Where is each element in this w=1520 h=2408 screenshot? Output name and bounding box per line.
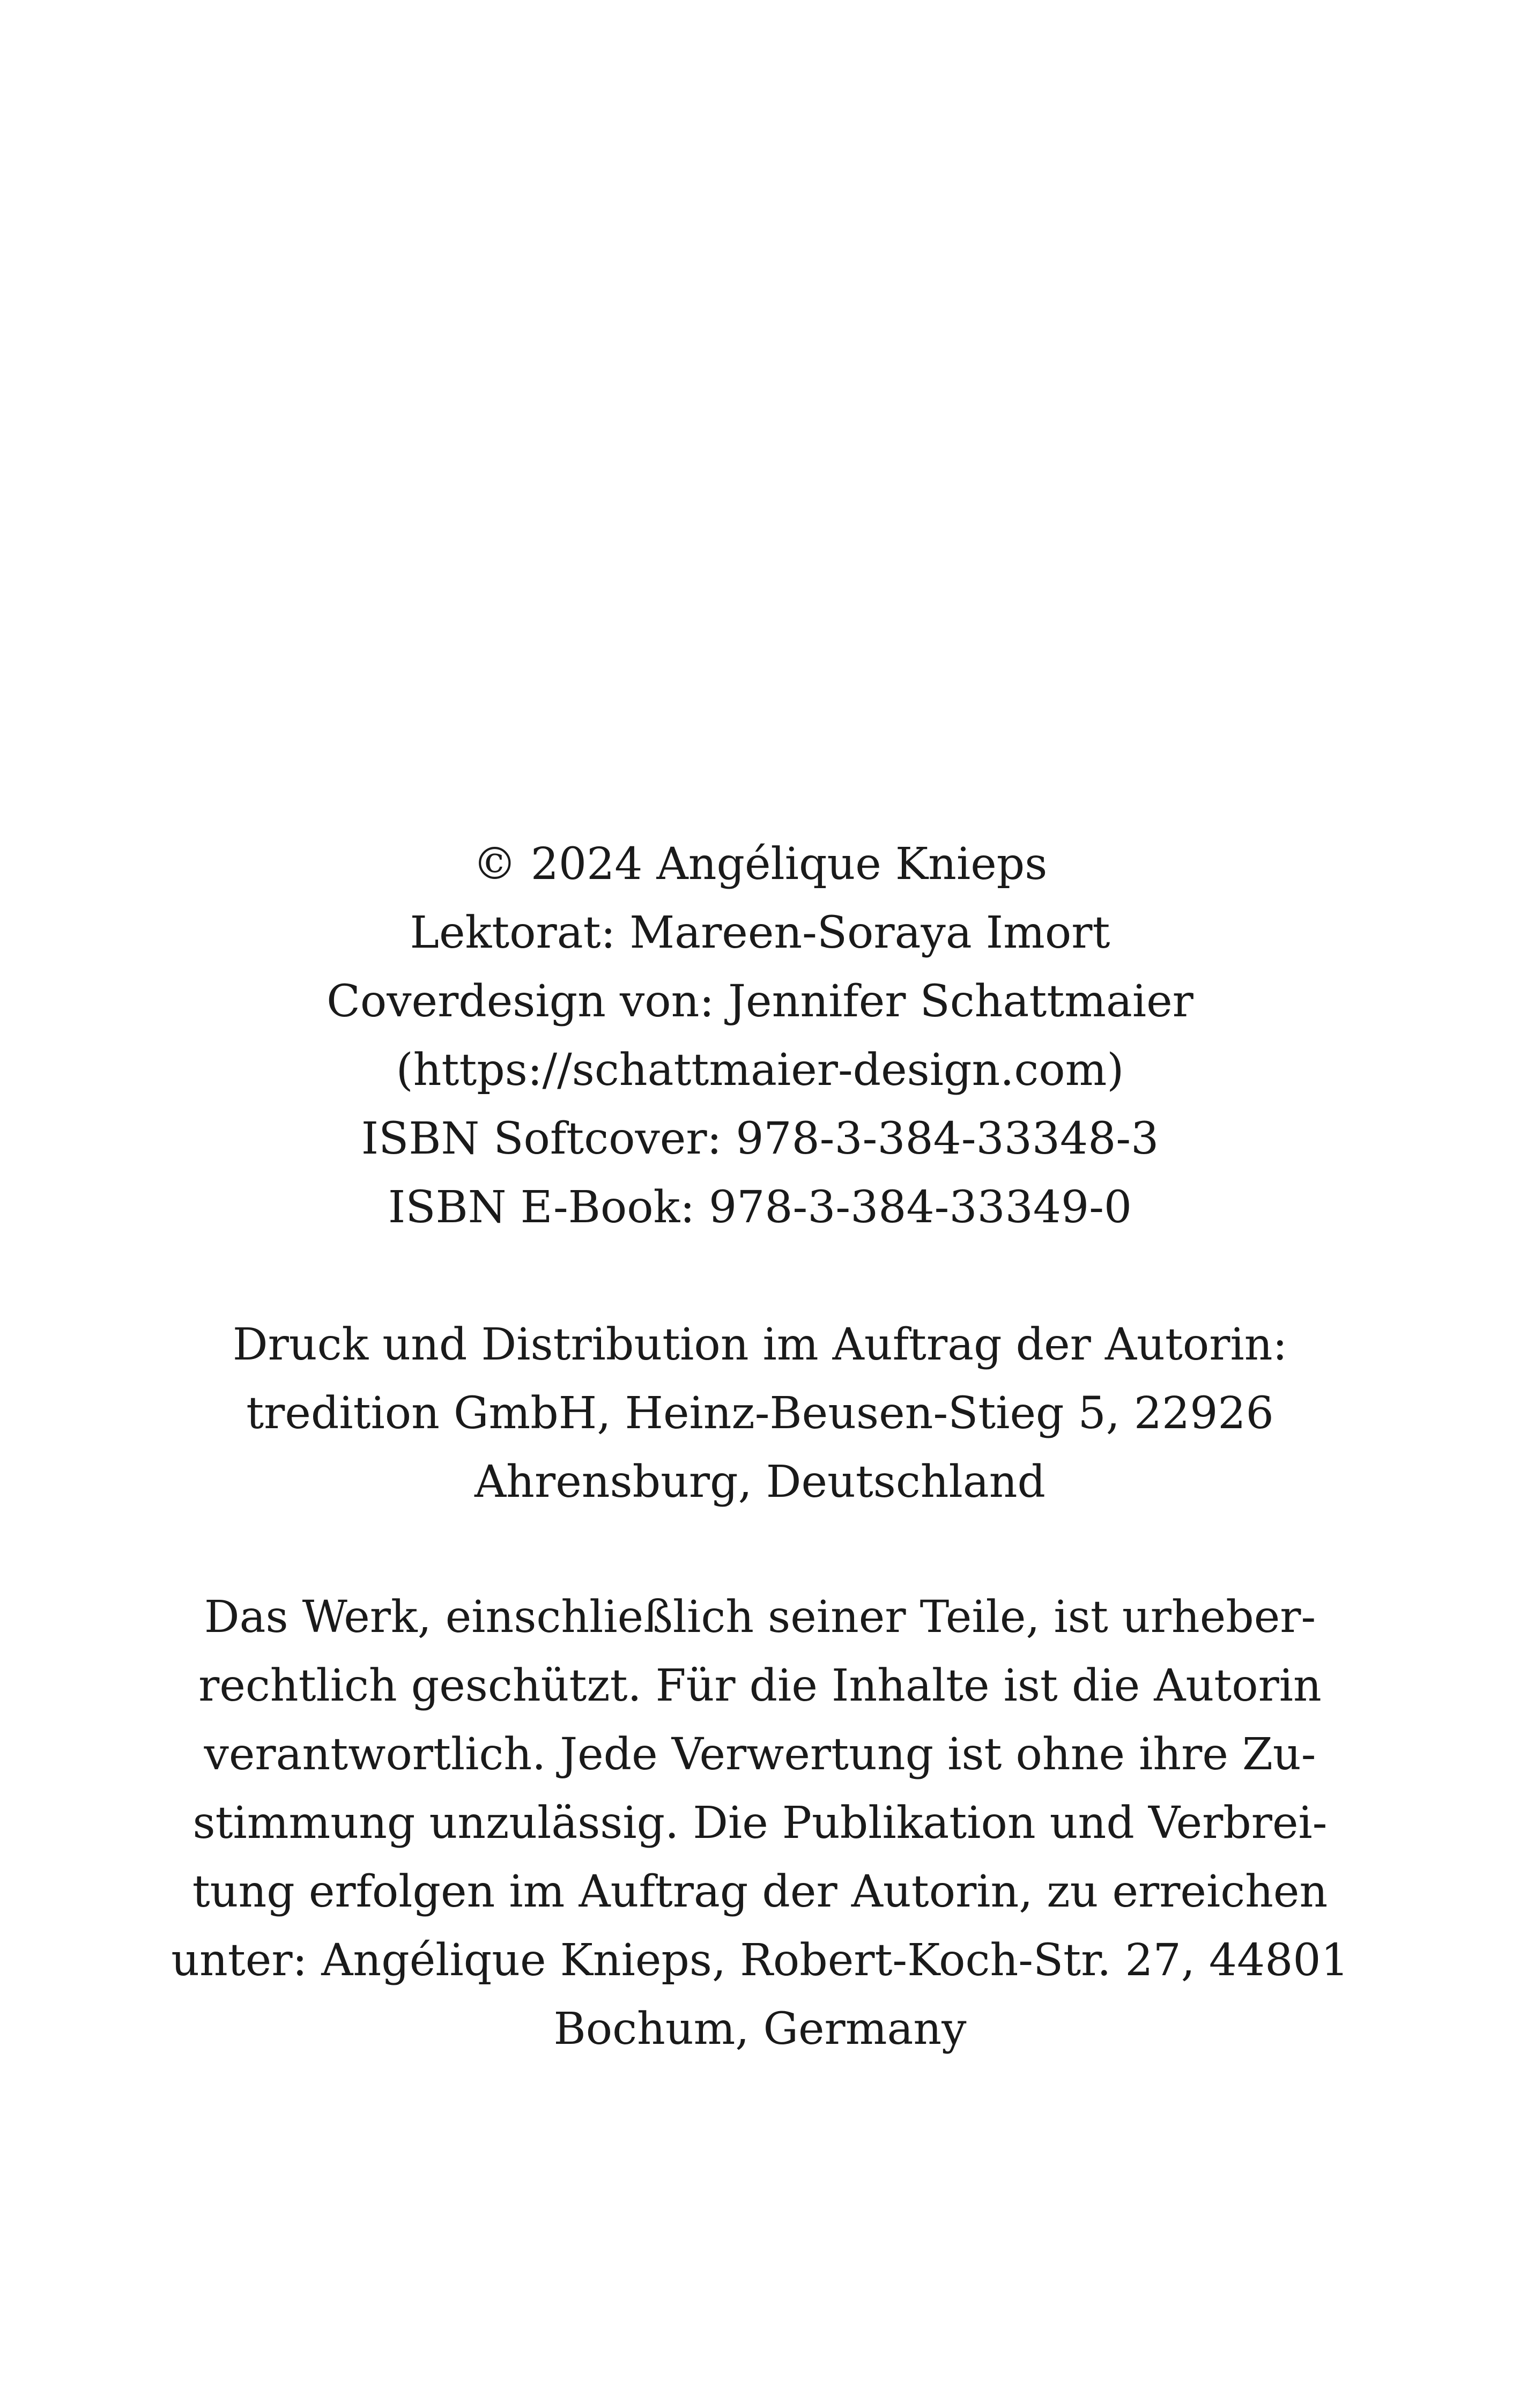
cover-design-url: (https://schattmaier-design.com)	[396, 1045, 1124, 1096]
cover-design-line: Coverdesign von: Jennifer Schattmaier	[327, 976, 1193, 1027]
print-line: Ahrensburg, Deutschland	[474, 1457, 1046, 1508]
notice-line: rechtlich geschützt. Für die Inhalte ist die Autorin	[198, 1660, 1322, 1711]
notice-line: Bochum, Germany	[553, 2004, 967, 2055]
print-line: tredition GmbH, Heinz-Beusen-Stieg 5, 22926	[246, 1388, 1274, 1439]
print-distribution-block	[0, 1311, 1520, 1517]
credits-block	[0, 830, 1520, 1242]
notice-line: stimmung unzulässig. Die Publikation und Verbrei-	[192, 1798, 1328, 1849]
isbn-ebook-line: ISBN E-Book: 978-3-384-33349-0	[388, 1182, 1132, 1233]
notice-line: Das Werk, einschließlich seiner Teile, ist urheber-	[204, 1592, 1316, 1643]
isbn-softcover-line: ISBN Softcover: 978-3-384-33348-3	[361, 1113, 1159, 1164]
editing-line: Lektorat: Mareen-Soraya Imort	[410, 907, 1110, 958]
copyright-line: © 2024 Angélique Knieps	[472, 839, 1048, 890]
notice-line: verantwortlich. Jede Verwertung ist ohne ihre Zu-	[204, 1729, 1316, 1780]
notice-line: unter: Angélique Knieps, Robert-Koch-Str. 27, 44801	[171, 1935, 1349, 1986]
print-line: Druck und Distribution im Auftrag der Autorin:	[232, 1319, 1288, 1370]
notice-line: tung erfolgen im Auftrag der Autorin, zu erreichen	[192, 1866, 1328, 1917]
copyright-notice-block	[0, 1583, 1520, 2064]
